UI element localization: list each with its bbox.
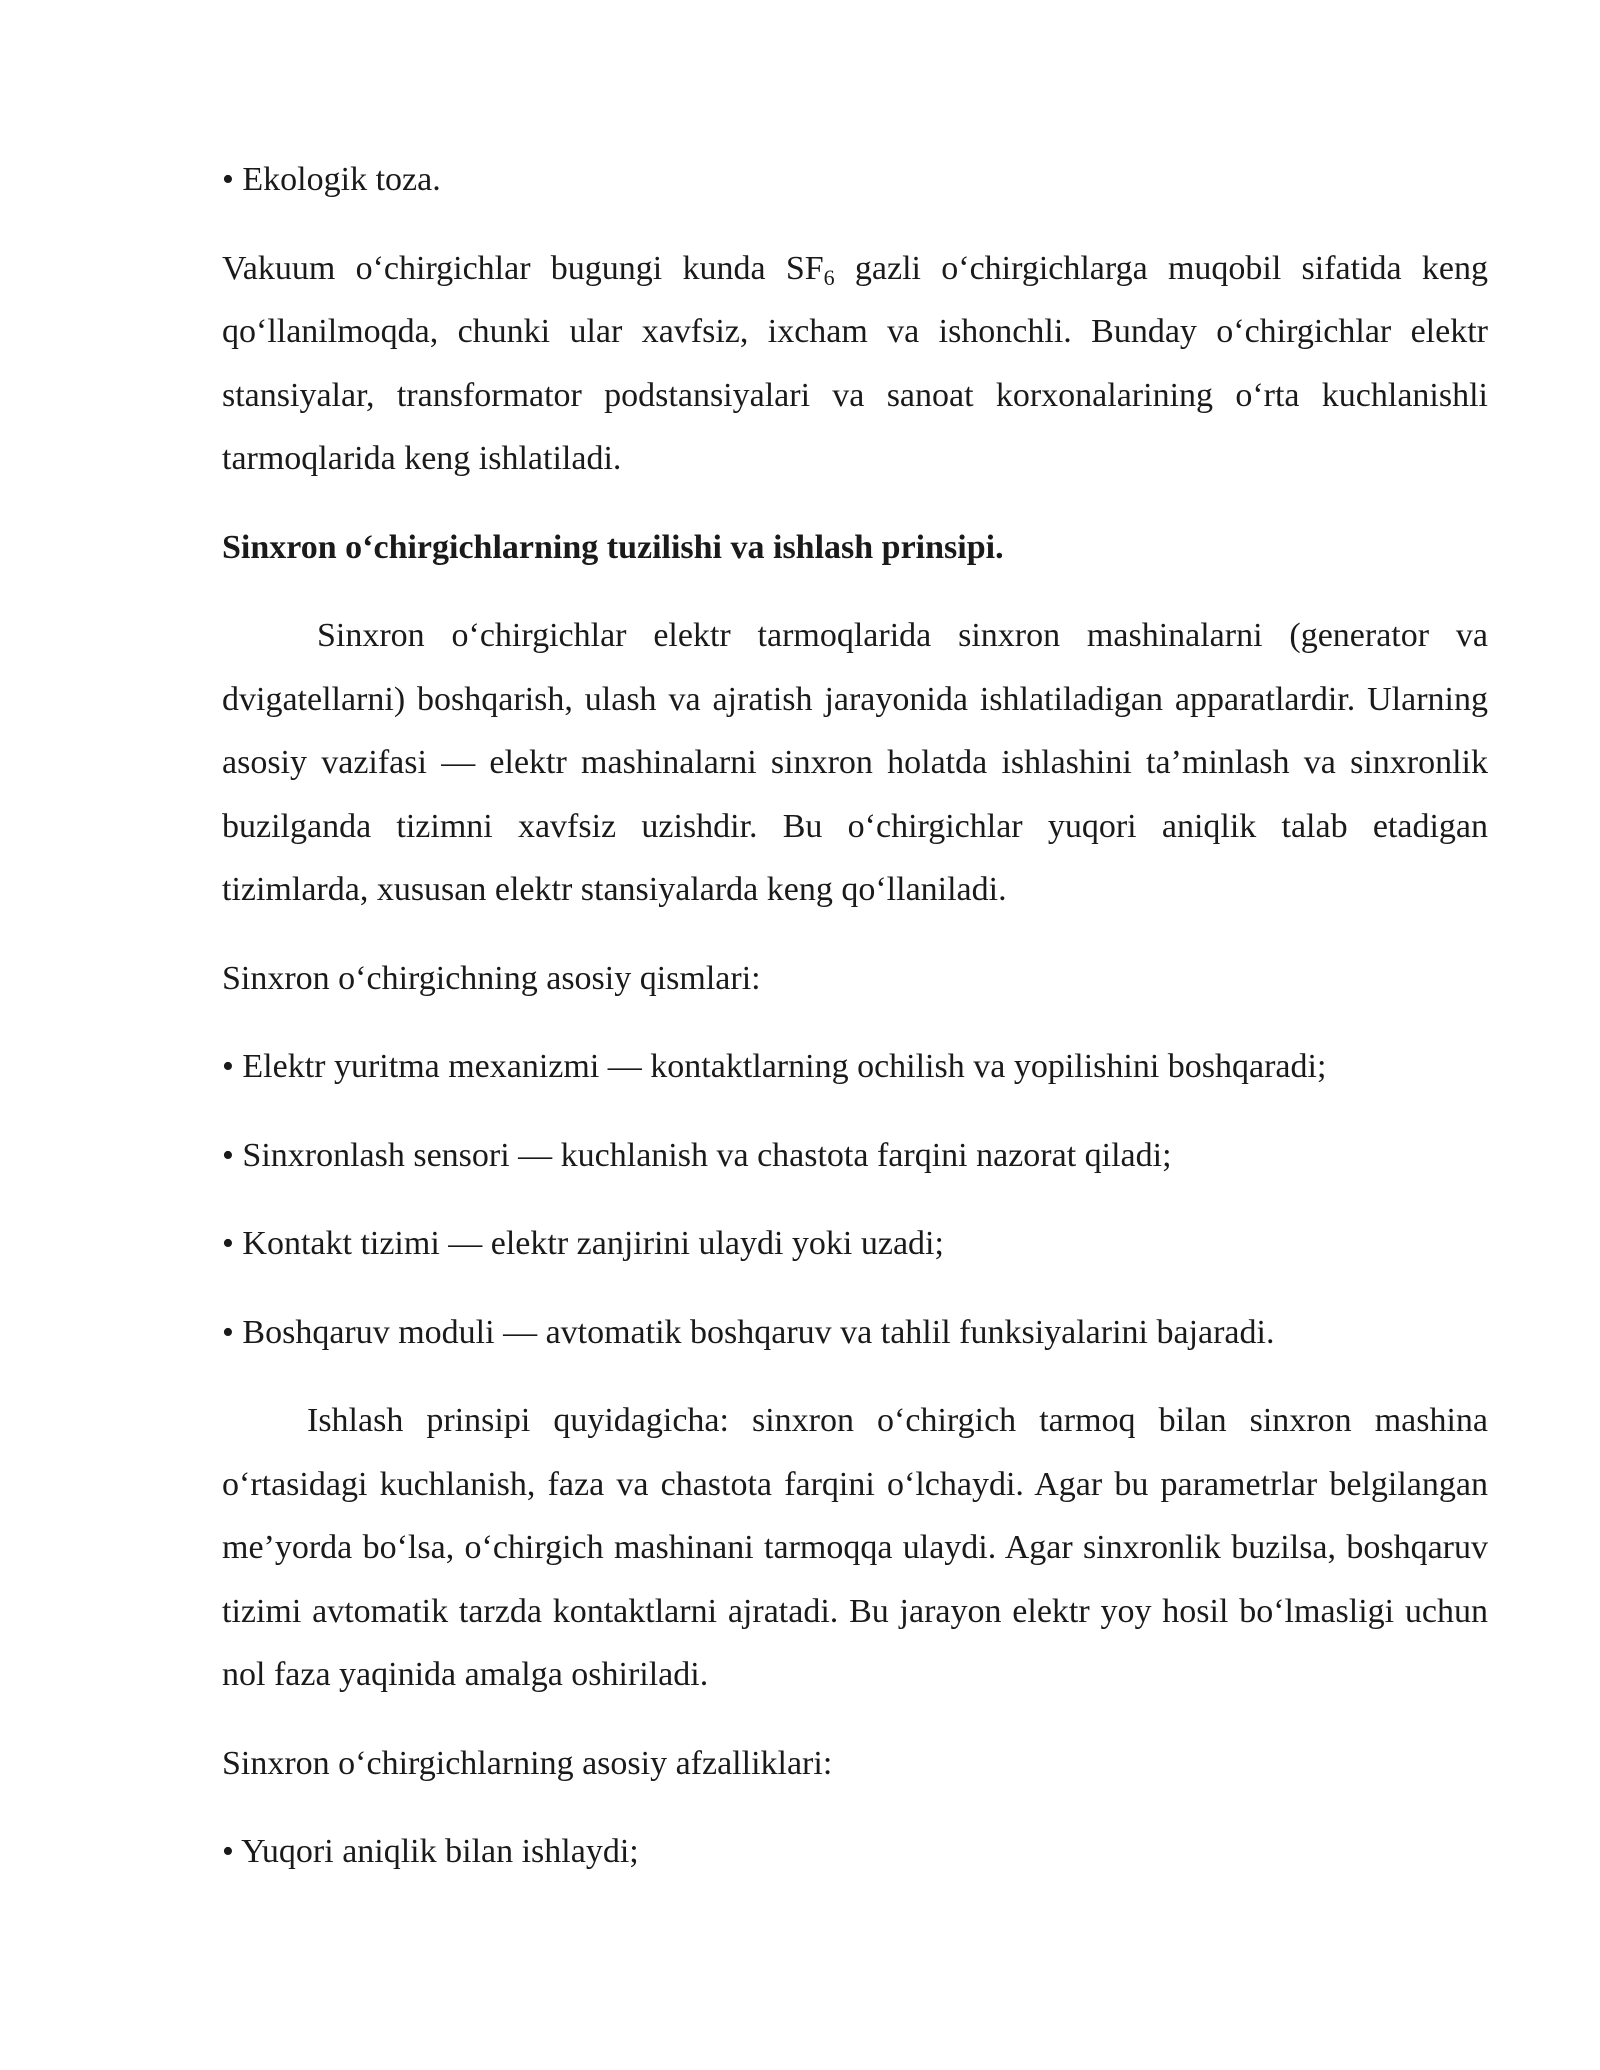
- list-item-advantage: • Yuqori aniqlik bilan ishlaydi;: [222, 1833, 639, 1870]
- vacuum-text-start: Vakuum o‘chirgichlar bugungi kunda SF: [222, 249, 824, 287]
- vacuum-text-rest: gazli o‘chirgichlarga muqobil sifatida keng qo‘llanilmoqda, chunki ular xavfsiz, ixcham va ishonchli. Bunday o‘chirgichlar elektr stansiyalar, transformator podstansiyalari va sanoat korxonalarining o‘rta kuchlanishli tarmoqlarida keng ishlatiladi.: [222, 249, 1488, 477]
- list-item-part: • Kontakt tizimi — elektr zanjirini ulaydi yoki uzadi;: [222, 1225, 944, 1262]
- section-heading: Sinxron o‘chirgichlarning tuzilishi va ishlash prinsipi.: [222, 528, 1004, 566]
- document-page: [222, 148, 1488, 1884]
- list-item-part: • Boshqaruv moduli — avtomatik boshqaruv va tahlil funksiyalarini bajaradi.: [222, 1313, 1275, 1351]
- advantages-title: Sinxron o‘chirgichlarning asosiy afzalliklari:: [222, 1744, 833, 1782]
- list-item-part: • Elektr yuritma mexanizmi — kontaktlarning ochilish va yopilishini boshqaradi;: [222, 1048, 1327, 1085]
- paragraph-vacuum-breakers: [222, 237, 1488, 491]
- list-item-part: • Sinxronlash sensori — kuchlanish va chastota farqini nazorat qiladi;: [222, 1136, 1172, 1174]
- paragraph-principle: Ishlash prinsipi quyidagicha: sinxron o‘chirgich tarmoq bilan sinxron mashina o‘rtasidagi kuchlanish, faza va chastota farqini o‘lchaydi. Agar bu parametrlar belgilangan me’yorda bo‘lsa, o‘chirgich mashinani tarmoqqa ulaydi. Agar sinxronlik buzilsa, boshqaruv tizimi avtomatik tarzda kontaktlarni ajratadi. Bu jarayon elektr yoy hosil bo‘lmasligi uchun nol faza yaqinida amalga oshiriladi.: [222, 1402, 1488, 1693]
- bullet-ecological: • Ekologik toza.: [222, 161, 441, 198]
- parts-title: Sinxron o‘chirgichning asosiy qismlari:: [222, 959, 761, 997]
- sf6-subscript: 6: [823, 264, 835, 290]
- paragraph-intro: Sinxron o‘chirgichlar elektr tarmoqlarida sinxron mashinalarni (generator va dvigatellarni) boshqarish, ulash va ajratish jarayonida ishlatiladigan apparatlardir. Ularning asosiy vazifasi — elektr mashinalarni sinxron holatda ishlashini ta’minlash va sinxronlik buzilganda tizimni xavfsiz uzishdir. Bu o‘chirgichlar yuqori aniqlik talab etadigan tizimlarda, xususan elektr stansiyalarda keng qo‘llaniladi.: [222, 617, 1488, 908]
